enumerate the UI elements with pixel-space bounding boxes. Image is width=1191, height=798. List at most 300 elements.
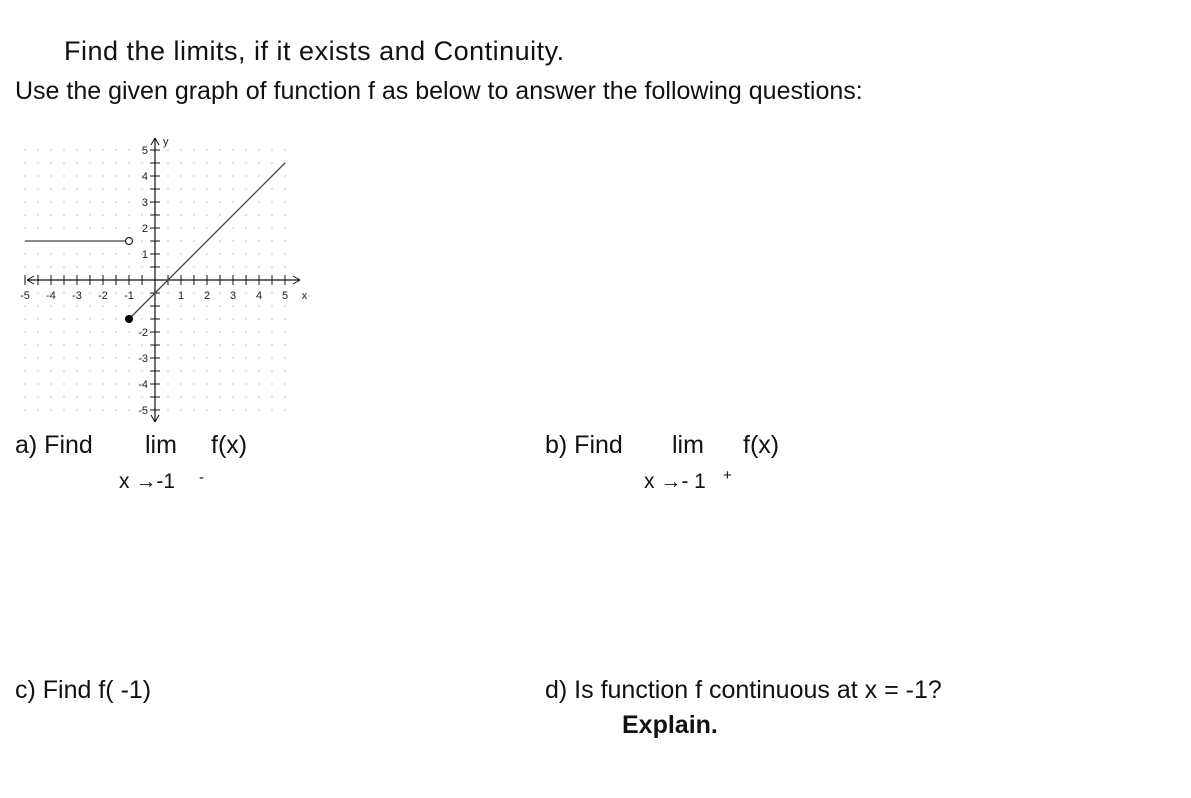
grid-dot	[180, 253, 181, 254]
grid-dot	[76, 214, 77, 215]
grid-dot	[258, 266, 259, 267]
grid-dot	[89, 266, 90, 267]
grid-dot	[128, 149, 129, 150]
grid-dot	[37, 266, 38, 267]
grid-dot	[89, 331, 90, 332]
grid-dot	[50, 201, 51, 202]
grid-dot	[193, 175, 194, 176]
grid-dot	[24, 227, 25, 228]
grid-dot	[89, 383, 90, 384]
grid-dot	[102, 370, 103, 371]
grid-dot	[271, 409, 272, 410]
grid-dot	[37, 305, 38, 306]
grid-dot	[89, 201, 90, 202]
grid-dot	[167, 175, 168, 176]
grid-dot	[89, 214, 90, 215]
grid-dot	[37, 149, 38, 150]
grid-dot	[206, 149, 207, 150]
grid-dot	[50, 227, 51, 228]
question-d-explain: Explain.	[622, 711, 718, 739]
grid-dot	[37, 227, 38, 228]
grid-dot	[24, 409, 25, 410]
grid-dot	[258, 344, 259, 345]
grid-dot	[180, 344, 181, 345]
grid-dot	[128, 253, 129, 254]
grid-dot	[50, 383, 51, 384]
y-tick-label: -3	[138, 353, 148, 365]
question-c: c) Find f( -1)	[15, 676, 152, 704]
grid-dot	[37, 318, 38, 319]
grid-dot	[232, 370, 233, 371]
grid-dot	[115, 266, 116, 267]
x-axis-label: x	[301, 290, 308, 302]
grid-dot	[128, 331, 129, 332]
grid-dot	[76, 383, 77, 384]
grid-dot	[284, 409, 285, 410]
grid-dot	[63, 344, 64, 345]
grid-dot	[284, 227, 285, 228]
grid-dot	[141, 344, 142, 345]
grid-dot	[37, 331, 38, 332]
grid-dot	[141, 396, 142, 397]
grid-dot	[50, 266, 51, 267]
grid-dot	[180, 188, 181, 189]
grid-dot	[115, 162, 116, 163]
grid-dot	[89, 344, 90, 345]
grid-dot	[219, 240, 220, 241]
grid-dot	[50, 149, 51, 150]
grid-dot	[24, 162, 25, 163]
grid-dot	[89, 370, 90, 371]
grid-dot	[271, 162, 272, 163]
grid-dot	[258, 370, 259, 371]
grid-dot	[219, 331, 220, 332]
grid-dot	[284, 201, 285, 202]
grid-dot	[63, 409, 64, 410]
grid-dot	[24, 253, 25, 254]
grid-dot	[63, 318, 64, 319]
grid-dot	[37, 292, 38, 293]
grid-dot	[245, 331, 246, 332]
grid-dot	[115, 357, 116, 358]
grid-dot	[193, 409, 194, 410]
grid-dot	[115, 253, 116, 254]
grid-dot	[167, 331, 168, 332]
grid-dot	[193, 266, 194, 267]
grid-dot	[141, 240, 142, 241]
grid-dot	[76, 175, 77, 176]
grid-dot	[63, 162, 64, 163]
grid-dot	[232, 227, 233, 228]
grid-dot	[219, 214, 220, 215]
grid-dot	[193, 357, 194, 358]
grid-dot	[180, 149, 181, 150]
grid-dot	[180, 214, 181, 215]
grid-dot	[76, 162, 77, 163]
y-tick-label: -5	[138, 405, 148, 417]
y-axis-label: y	[163, 135, 169, 148]
grid-dot	[284, 357, 285, 358]
grid-dot	[50, 331, 51, 332]
grid-dot	[63, 214, 64, 215]
question-b-prefix: b) Find	[545, 431, 623, 459]
question-d: d) Is function f continuous at x = -1?	[545, 676, 942, 704]
grid-dot	[271, 149, 272, 150]
grid-dot	[219, 357, 220, 358]
grid-dot	[141, 318, 142, 319]
grid-dot	[180, 357, 181, 358]
grid-dot	[50, 357, 51, 358]
question-a-func: f(x)	[211, 431, 248, 459]
grid-dot	[167, 162, 168, 163]
grid-dot	[180, 370, 181, 371]
grid-dot	[245, 357, 246, 358]
page-title: Find the limits, if it exists and Continuity.	[64, 36, 565, 66]
x-tick-label: 5	[281, 290, 289, 302]
x-tick-label: 4	[255, 290, 263, 302]
grid-dot	[284, 214, 285, 215]
grid-dot	[37, 188, 38, 189]
grid-dot	[245, 253, 246, 254]
grid-dot	[167, 318, 168, 319]
grid-dot	[128, 344, 129, 345]
grid-dot	[167, 409, 168, 410]
grid-dot	[128, 162, 129, 163]
grid-dot	[284, 305, 285, 306]
grid-dot	[180, 318, 181, 319]
grid-dot	[167, 227, 168, 228]
grid-dot	[167, 344, 168, 345]
grid-dot	[245, 162, 246, 163]
grid-dot	[141, 266, 142, 267]
grid-dot	[89, 188, 90, 189]
grid-dot	[76, 396, 77, 397]
grid-dot	[193, 331, 194, 332]
grid-dot	[193, 396, 194, 397]
grid-dot	[271, 253, 272, 254]
grid-dot	[50, 409, 51, 410]
grid-dot	[128, 201, 129, 202]
grid-dot	[245, 188, 246, 189]
grid-dot	[63, 292, 64, 293]
grid-dot	[206, 331, 207, 332]
grid-dot	[245, 305, 246, 306]
grid-dot	[24, 331, 25, 332]
grid-dot	[63, 396, 64, 397]
grid-dot	[141, 370, 142, 371]
grid-dot	[102, 227, 103, 228]
grid-dot	[102, 266, 103, 267]
grid-dot	[180, 331, 181, 332]
grid-dot	[206, 214, 207, 215]
grid-dot	[219, 175, 220, 176]
grid-dot	[258, 383, 259, 384]
grid-dot	[128, 305, 129, 306]
closed-endpoint	[125, 315, 133, 323]
grid-dot	[63, 188, 64, 189]
grid-dot	[76, 331, 77, 332]
grid-dot	[245, 409, 246, 410]
grid-dot	[63, 370, 64, 371]
grid-dot	[219, 253, 220, 254]
grid-dot	[284, 188, 285, 189]
grid-dot	[206, 396, 207, 397]
grid-dot	[102, 344, 103, 345]
grid-dot	[89, 396, 90, 397]
grid-dot	[115, 331, 116, 332]
grid-dot	[193, 370, 194, 371]
grid-dot	[89, 409, 90, 410]
grid-dot	[37, 162, 38, 163]
grid-dot	[167, 357, 168, 358]
grid-dot	[245, 292, 246, 293]
grid-dot	[206, 305, 207, 306]
grid-dot	[193, 162, 194, 163]
grid-dot	[37, 370, 38, 371]
grid-dot	[128, 188, 129, 189]
grid-dot	[271, 188, 272, 189]
grid-dot	[271, 370, 272, 371]
grid-dot	[63, 357, 64, 358]
grid-dot	[141, 188, 142, 189]
grid-dot	[115, 383, 116, 384]
grid-dot	[76, 188, 77, 189]
grid-dot	[271, 214, 272, 215]
grid-dot	[50, 305, 51, 306]
grid-dot	[193, 227, 194, 228]
grid-dot	[206, 318, 207, 319]
grid-dot	[258, 227, 259, 228]
grid-dot	[232, 383, 233, 384]
grid-dot	[115, 409, 116, 410]
grid-dot	[180, 201, 181, 202]
grid-dot	[167, 396, 168, 397]
grid-dot	[245, 149, 246, 150]
grid-dot	[180, 409, 181, 410]
grid-dot	[232, 175, 233, 176]
grid-dot	[63, 331, 64, 332]
grid-dot	[258, 357, 259, 358]
grid-dot	[50, 214, 51, 215]
grid-dot	[102, 188, 103, 189]
grid-dot	[219, 318, 220, 319]
grid-dot	[284, 149, 285, 150]
grid-dot	[232, 188, 233, 189]
grid-dot	[258, 201, 259, 202]
grid-dot	[50, 188, 51, 189]
grid-dot	[193, 292, 194, 293]
grid-dot	[24, 266, 25, 267]
grid-dot	[232, 357, 233, 358]
question-a-approach: x →-1	[119, 470, 176, 493]
grid-dot	[115, 370, 116, 371]
grid-dot	[76, 357, 77, 358]
grid-dot	[115, 175, 116, 176]
grid-dot	[284, 344, 285, 345]
question-b-approach: x →- 1	[644, 470, 706, 493]
grid-dot	[271, 227, 272, 228]
grid-dot	[219, 266, 220, 267]
grid-dot	[206, 409, 207, 410]
grid-dot	[258, 175, 259, 176]
grid-dot	[89, 318, 90, 319]
grid-dot	[245, 175, 246, 176]
grid-dot	[24, 188, 25, 189]
grid-dot	[102, 149, 103, 150]
grid-dot	[219, 149, 220, 150]
grid-dot	[102, 331, 103, 332]
question-b-func: f(x)	[743, 431, 780, 459]
grid-dot	[50, 370, 51, 371]
grid-dot	[24, 318, 25, 319]
grid-dot	[24, 357, 25, 358]
grid-dot	[115, 292, 116, 293]
grid-dot	[102, 175, 103, 176]
grid-dot	[167, 305, 168, 306]
grid-dot	[102, 253, 103, 254]
grid-dot	[232, 396, 233, 397]
grid-dot	[258, 318, 259, 319]
y-tick-label: 5	[141, 145, 148, 157]
question-a-sign: -	[199, 469, 204, 486]
grid-dot	[141, 292, 142, 293]
grid-dot	[128, 370, 129, 371]
grid-dot	[24, 396, 25, 397]
grid-dot	[180, 227, 181, 228]
grid-dot	[89, 253, 90, 254]
grid-dot	[271, 318, 272, 319]
y-tick-label: 3	[141, 197, 148, 209]
grid-dot	[206, 266, 207, 267]
grid-dot	[50, 344, 51, 345]
grid-dot	[180, 162, 181, 163]
grid-dot	[167, 149, 168, 150]
grid-dot	[232, 331, 233, 332]
grid-dot	[115, 201, 116, 202]
grid-dot	[76, 227, 77, 228]
open-endpoint	[126, 238, 133, 245]
grid-dot	[37, 201, 38, 202]
x-tick-label: 1	[177, 290, 185, 302]
grid-dot	[24, 305, 25, 306]
grid-dot	[232, 266, 233, 267]
grid-dot	[115, 214, 116, 215]
question-b-sign: +	[723, 467, 732, 484]
grid-dot	[232, 344, 233, 345]
grid-dot	[193, 344, 194, 345]
grid-dot	[219, 188, 220, 189]
question-a-prefix: a) Find	[15, 431, 93, 459]
grid-dot	[102, 357, 103, 358]
grid-dot	[115, 344, 116, 345]
grid-dot	[115, 318, 116, 319]
grid-dot	[24, 370, 25, 371]
grid-dot	[89, 292, 90, 293]
x-tick-label: -2	[98, 290, 108, 302]
grid-dot	[37, 214, 38, 215]
grid-dot	[271, 305, 272, 306]
grid-dot	[24, 149, 25, 150]
grid-dot	[193, 149, 194, 150]
grid-dot	[284, 318, 285, 319]
grid-dot	[128, 227, 129, 228]
grid-dot	[193, 201, 194, 202]
grid-dot	[167, 240, 168, 241]
grid-dot	[206, 344, 207, 345]
grid-dot	[271, 331, 272, 332]
grid-dot	[193, 318, 194, 319]
grid-dot	[50, 253, 51, 254]
grid-dot	[245, 396, 246, 397]
grid-dot	[284, 175, 285, 176]
grid-dot	[50, 162, 51, 163]
grid-dot	[284, 266, 285, 267]
grid-dot	[37, 175, 38, 176]
grid-dot	[128, 175, 129, 176]
grid-dot	[76, 344, 77, 345]
grid-dot	[63, 201, 64, 202]
grid-dot	[141, 162, 142, 163]
grid-dot	[219, 305, 220, 306]
grid-dot	[271, 344, 272, 345]
question-a-lim: lim	[145, 431, 177, 459]
x-tick-label: -5	[20, 290, 30, 302]
grid-dot	[232, 253, 233, 254]
grid-dot	[258, 214, 259, 215]
grid-dot	[258, 162, 259, 163]
grid-dot	[76, 318, 77, 319]
grid-dot	[232, 409, 233, 410]
grid-dot	[63, 253, 64, 254]
grid-dot	[206, 383, 207, 384]
grid-dot	[102, 214, 103, 215]
grid-dot	[219, 292, 220, 293]
grid-dot	[89, 305, 90, 306]
grid-dot	[193, 188, 194, 189]
y-tick-label: 4	[141, 171, 148, 183]
grid-dot	[193, 305, 194, 306]
grid-dot	[284, 383, 285, 384]
grid-dot	[258, 149, 259, 150]
grid-dot	[63, 305, 64, 306]
grid-dot	[258, 253, 259, 254]
grid-dot	[245, 383, 246, 384]
grid-dot	[271, 396, 272, 397]
grid-dot	[245, 227, 246, 228]
grid-dot	[219, 201, 220, 202]
grid-dot	[258, 305, 259, 306]
grid-dot	[167, 214, 168, 215]
grid-dot	[180, 240, 181, 241]
grid-dot	[89, 149, 90, 150]
grid-dot	[128, 266, 129, 267]
grid-dot	[76, 409, 77, 410]
grid-dot	[284, 331, 285, 332]
grid-dot	[258, 409, 259, 410]
grid-dot	[102, 318, 103, 319]
grid-dot	[180, 396, 181, 397]
grid-dot	[206, 201, 207, 202]
instruction-text: Use the given graph of function f as below to answer the following questions:	[15, 77, 863, 105]
grid-dot	[115, 227, 116, 228]
grid-dot	[271, 240, 272, 241]
grid-dot	[63, 266, 64, 267]
grid-dot	[76, 266, 77, 267]
grid-dot	[245, 318, 246, 319]
grid-dot	[193, 383, 194, 384]
grid-dot	[37, 253, 38, 254]
grid-dot	[180, 175, 181, 176]
